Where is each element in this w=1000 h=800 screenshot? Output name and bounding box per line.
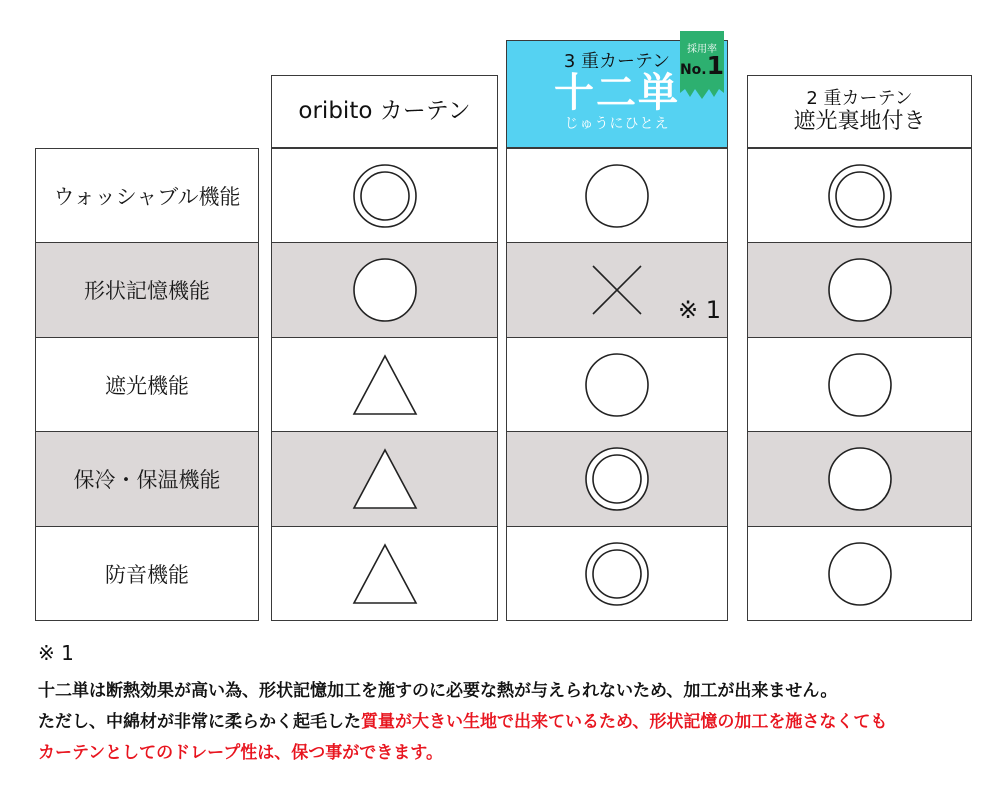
- badge-num: 1: [706, 51, 725, 80]
- circle-icon: [582, 350, 652, 420]
- circle-icon: [825, 350, 895, 420]
- cell-soundproof-juni: [506, 526, 728, 621]
- header-juni-main: 十二単: [554, 70, 680, 116]
- badge-no: No.: [679, 62, 707, 78]
- circle-icon: [825, 255, 895, 325]
- footnote-line-2: [38, 707, 887, 732]
- cell-washable-juni: [506, 148, 728, 243]
- footnote-line-3: カーテンとしてのドレープ性は、保つ事ができます。: [38, 743, 443, 763]
- note-marker: ※ 1: [678, 296, 722, 324]
- footnote-line-2-black: ただし、中綿材が非常に柔らかく起毛した: [38, 712, 361, 732]
- header-juni-kana: じゅうにひとえ: [564, 116, 670, 132]
- badge-rank: [678, 53, 726, 78]
- cell-insulation-lined: [747, 431, 972, 527]
- cell-insulation-oribito: [271, 431, 498, 527]
- triangle-icon: [350, 352, 420, 418]
- triangle-icon: [350, 446, 420, 512]
- header-lined-main: 遮光裏地付き: [793, 109, 926, 135]
- row-label-insulation: [35, 431, 259, 527]
- header-oribito-label: oribito カーテン: [298, 98, 471, 125]
- header-lined-sub: 2 重カーテン: [806, 87, 913, 109]
- cell-soundproof-lined: [747, 526, 972, 621]
- badge-label: 採用率: [687, 44, 717, 55]
- cell-washable-oribito: [271, 148, 498, 243]
- circle-icon: [825, 444, 895, 514]
- double-circle-icon: [350, 161, 420, 231]
- footnote-line-2-red: 質量が大きい生地で出来ているため、形状記憶の加工を施さなくても: [361, 712, 888, 732]
- double-circle-icon: [582, 539, 652, 609]
- row-label-blackout: [35, 337, 259, 432]
- row-label-shape-memory: [35, 242, 259, 338]
- row-label-text: 遮光機能: [105, 373, 189, 398]
- cell-washable-lined: [747, 148, 972, 243]
- row-label-washable: [35, 148, 259, 243]
- cell-blackout-oribito: [271, 337, 498, 432]
- row-label-text: ウォッシャブル機能: [53, 184, 241, 209]
- header-oribito: [271, 75, 498, 148]
- cell-shape-memory-oribito: [271, 242, 498, 338]
- double-circle-icon: [825, 161, 895, 231]
- header-lined: [747, 75, 972, 148]
- cell-insulation-juni: [506, 431, 728, 527]
- cross-icon: [587, 260, 647, 320]
- row-label-text: 保冷・保温機能: [73, 468, 221, 492]
- header-juni-sub: 3 重カーテン: [563, 51, 671, 72]
- cell-shape-memory-lined: [747, 242, 972, 338]
- row-label-text: 防音機能: [105, 562, 189, 587]
- circle-icon: [825, 539, 895, 609]
- footnote-line-1: 十二単は断熱効果が高い為、形状記憶加工を施すのに必要な熱が与えられないため、加工が出来ません。: [38, 681, 838, 701]
- footnote-mark: ※ 1: [38, 641, 74, 665]
- circle-icon: [582, 161, 652, 231]
- double-circle-icon: [582, 444, 652, 514]
- triangle-icon: [350, 541, 420, 607]
- cell-blackout-lined: [747, 337, 972, 432]
- row-label-text: 形状記憶機能: [84, 279, 210, 303]
- adoption-badge: [678, 31, 726, 101]
- row-label-soundproof: [35, 526, 259, 621]
- circle-icon: [350, 255, 420, 325]
- cell-soundproof-oribito: [271, 526, 498, 621]
- cell-blackout-juni: [506, 337, 728, 432]
